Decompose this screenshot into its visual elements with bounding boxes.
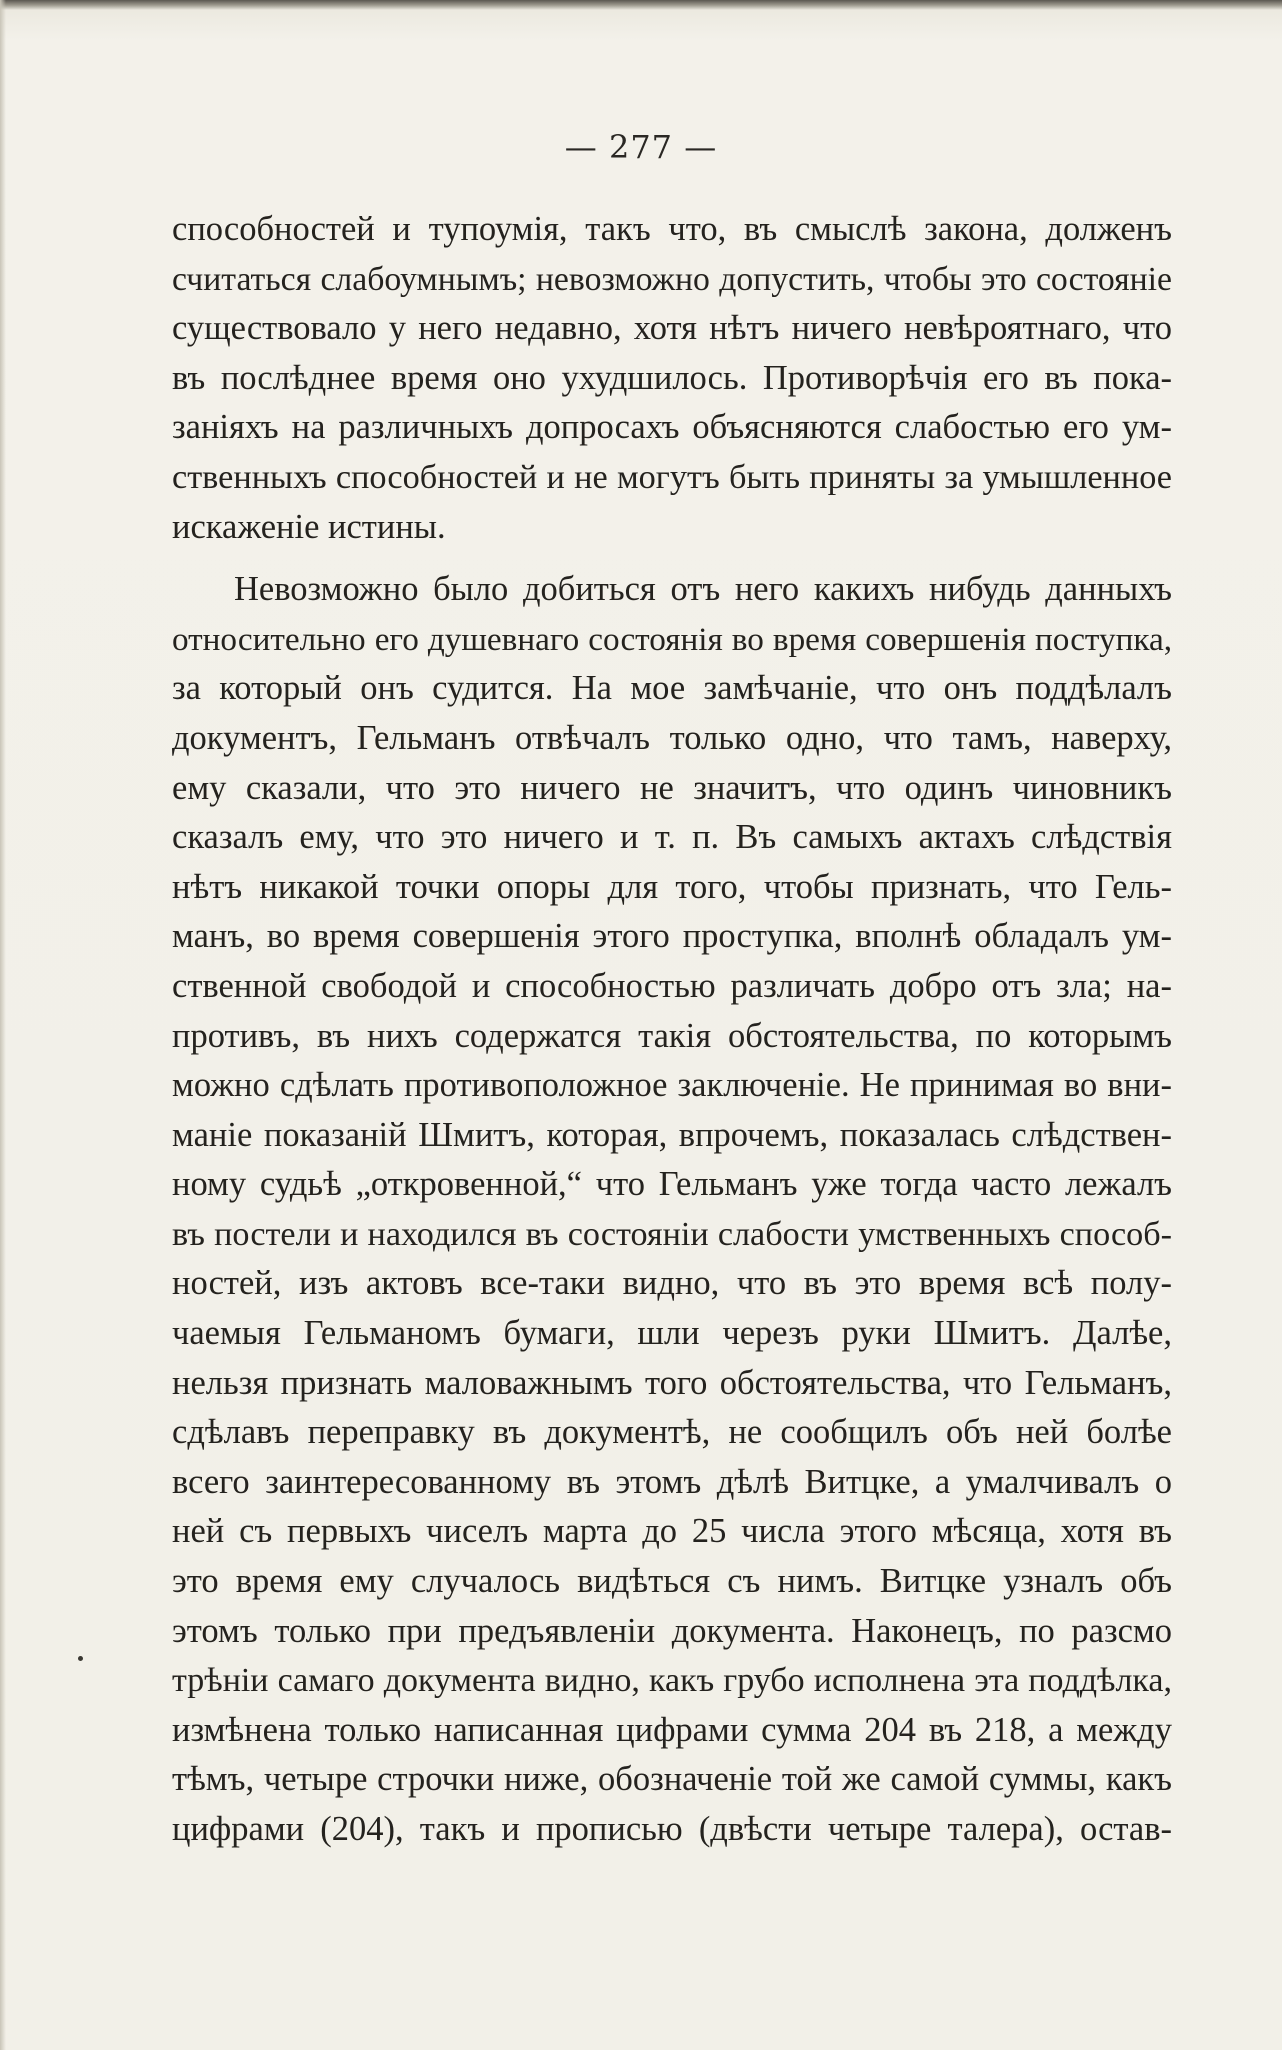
text-line: существовало у него недавно, хотя нѣтъ ничего невѣроятнаго, что: [172, 309, 1172, 348]
text-line: измѣнена только написанная цифрами сумма 204 въ 218, а между: [172, 1710, 1172, 1749]
text-line: въ постели и находился въ состояніи слабости умственныхъ способ-: [172, 1215, 1172, 1253]
text-line: способностей и тупоумія, такъ что, въ смыслѣ закона, долженъ: [172, 210, 1172, 248]
text-line: документъ, Гельманъ отвѣчалъ только одно, что тамъ, наверху,: [172, 718, 1172, 757]
text-line: всего заинтересованному въ этомъ дѣлѣ Витцке, а умалчивалъ о: [172, 1462, 1172, 1501]
text-line: относительно его душевнаго состоянія во время совершенія поступка,: [172, 620, 1172, 658]
text-line: Невозможно было добиться отъ него какихъ нибудь данныхъ: [234, 570, 1172, 609]
paragraph-gap: [172, 552, 1172, 565]
text-line: ственной свободой и способностью различать добро отъ зла; на-: [172, 966, 1172, 1005]
text-line: считаться слабоумнымъ; невозможно допустить, чтобы это состояніе: [172, 260, 1172, 298]
text-line: сдѣлавъ переправку въ документѣ, не сообщилъ объ ней болѣе: [172, 1413, 1172, 1452]
text-line: въ послѣднее время оно ухудшилось. Противорѣчія его въ пока-: [172, 358, 1172, 397]
page-number: — 277 —: [564, 128, 718, 166]
text-line: тѣмъ, четыре строчки ниже, обозначеніе той же самой суммы, какъ: [172, 1760, 1172, 1799]
text-line: противъ, въ нихъ содержатся такія обстоятельства, по которымъ: [172, 1016, 1172, 1055]
body-text: [172, 205, 1172, 1855]
text-line: за который онъ судится. На мое замѣчаніе, что онъ поддѣлалъ: [172, 669, 1172, 708]
text-line: нельзя признать маловажнымъ того обстоятельства, что Гельманъ,: [172, 1363, 1172, 1402]
text-line: ему сказали, что это ничего не значитъ, что одинъ чиновникъ: [172, 768, 1172, 807]
paragraph: [172, 205, 1172, 552]
text-line: сказалъ ему, что это ничего и т. п. Въ самыхъ актахъ слѣдствія: [172, 818, 1172, 857]
text-line: маніе показаній Шмитъ, которая, впрочемъ, показалась слѣдствен-: [172, 1115, 1172, 1154]
text-line: трѣніи самаго документа видно, какъ грубо исполнена эта поддѣлка,: [172, 1662, 1172, 1700]
text-line: ней съ первыхъ чиселъ марта до 25 числа этого мѣсяца, хотя въ: [172, 1512, 1172, 1551]
text-line: цифрами (204), такъ и прописью (двѣсти четыре талера), остав-: [172, 1810, 1172, 1848]
text-line: манъ, во время совершенія этого проступка, вполнѣ обладалъ ум-: [172, 917, 1172, 956]
text-line: ственныхъ способностей и не могутъ быть приняты за умышленное: [172, 457, 1172, 496]
ink-speck: [78, 1656, 83, 1661]
text-line: чаемыя Гельманомъ бумаги, шли черезъ руки Шмитъ. Далѣе,: [172, 1314, 1172, 1353]
text-line: можно сдѣлать противоположное заключеніе. Не принимая во вни-: [172, 1066, 1172, 1105]
text-line: заніяхъ на различныхъ допросахъ объясняются слабостью его ум-: [172, 408, 1172, 447]
text-line: ному судьѣ „откровенной,“ что Гельманъ уже тогда часто лежалъ: [172, 1165, 1172, 1204]
text-line: это время ему случалось видѣться съ нимъ. Витцке узналъ объ: [172, 1562, 1172, 1601]
page-left-edge: [0, 0, 6, 2050]
text-line: искаженіе истины.: [172, 507, 446, 546]
page-top-edge: [0, 0, 1282, 10]
text-line: ностей, изъ актовъ все-таки видно, что въ это время всѣ полу-: [172, 1264, 1172, 1303]
paragraph: [172, 565, 1172, 1854]
text-line: этомъ только при предъявленіи документа. Наконецъ, по разсмо: [172, 1611, 1172, 1650]
text-line: нѣтъ никакой точки опоры для того, чтобы признать, что Гель-: [172, 867, 1172, 906]
